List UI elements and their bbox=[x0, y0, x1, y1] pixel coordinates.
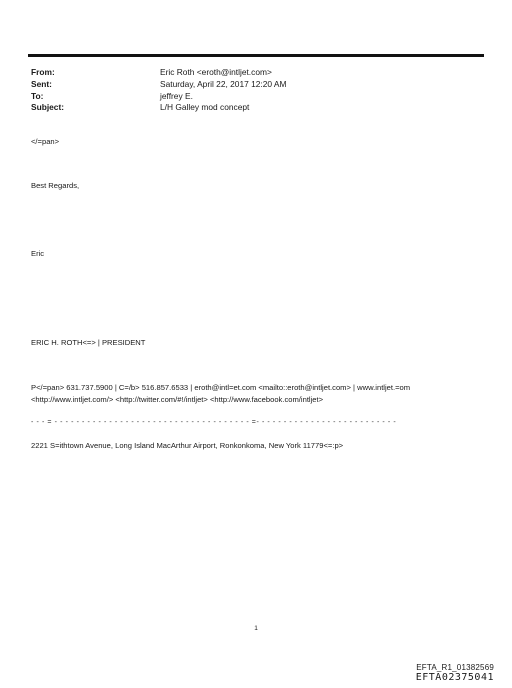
from-value: Eric Roth <eroth@intljet.com> bbox=[160, 67, 272, 77]
signature-contact-line-1: P</=pan> 631.737.5900 | C=/b> 516.857.6533 | eroth@intl=et.com <mailto::eroth@intljet.com> | www.intljet.=om bbox=[31, 383, 411, 392]
signature-contact-line-2: <http://www.intljet.com/> <http://twitter.com/#!/intljet> <http://www.facebook.com/intljet> bbox=[31, 395, 324, 404]
sent-value: Saturday, April 22, 2017 12:20 AM bbox=[160, 79, 287, 89]
subject-value: L/H Galley mod concept bbox=[160, 102, 250, 112]
bates-number-2: EFTA02375041 bbox=[415, 672, 494, 683]
sent-label: Sent: bbox=[31, 79, 52, 89]
body-regards: Best Regards, bbox=[31, 181, 80, 190]
signature-address: 2221 S=ithtown Avenue, Long Island MacArthur Airport, Ronkonkoma, New York 11779<=:p> bbox=[31, 441, 344, 450]
subject-label: Subject: bbox=[31, 102, 65, 112]
header-rule bbox=[28, 54, 484, 57]
signature-separator: - - - = - - - - - - - - - - - - - - - - - - - - - - - - - - - - - - - - - - - - =- - - - - - - - - - - - - - - - - - - - - - - - - - bbox=[31, 419, 397, 426]
bates-number-1: EFTA_R1_01382569 bbox=[416, 663, 494, 672]
body-name: Eric bbox=[31, 249, 45, 258]
body-tag-line: </=pan> bbox=[31, 137, 60, 146]
page-number: 1 bbox=[254, 625, 258, 632]
to-value: jeffrey E. bbox=[160, 91, 193, 101]
from-label: From: bbox=[31, 67, 55, 77]
to-label: To: bbox=[31, 91, 44, 101]
signature-title: ERIC H. ROTH<=> | PRESIDENT bbox=[31, 338, 146, 347]
